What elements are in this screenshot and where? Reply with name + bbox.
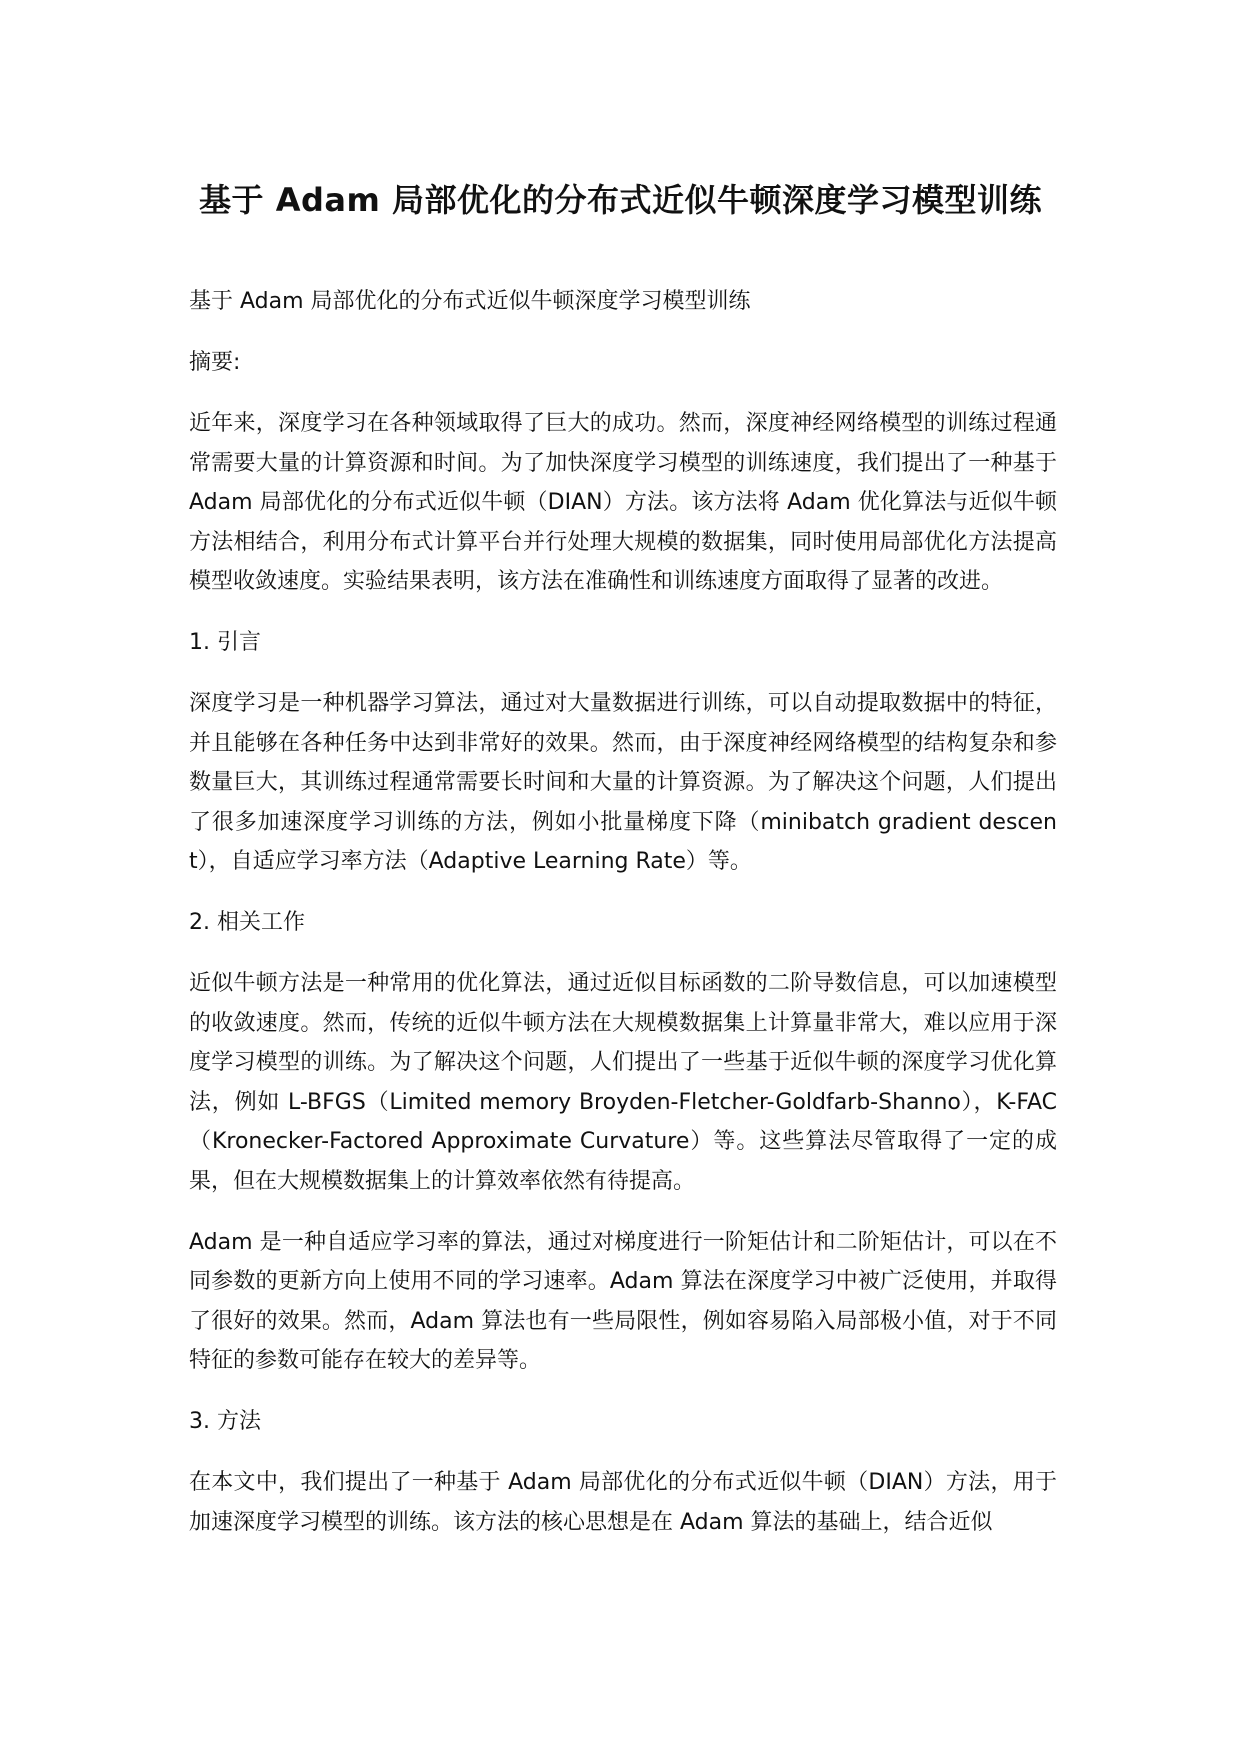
document-body	[189, 282, 1057, 1564]
abstract-paragraph: 近年来，深度学习在各种领域取得了巨大的成功。然而，深度神经网络模型的训练过程通常需要大量的计算资源和时间。为了加快深度学习模型的训练速度，我们提出了一种基于 Adam 局部优化的分布式近似牛顿（DIAN）方法。该方法将 Adam 优化算法与近似牛顿方法相结合，利用分布式计算平台并行处理大规模的数据集，同时使用局部优化方法提高模型收敛速度。实验结果表明，该方法在准确性和训练速度方面取得了显著的改进。	[189, 411, 1057, 594]
section-heading-introduction: 1. 引言	[189, 630, 261, 655]
related-work-paragraph-1: 近似牛顿方法是一种常用的优化算法，通过近似目标函数的二阶导数信息，可以加速模型的收敛速度。然而，传统的近似牛顿方法在大规模数据集上计算量非常大，难以应用于深度学习模型的训练。为了解决这个问题，人们提出了一些基于近似牛顿的深度学习优化算法，例如 L-BFGS（Limited memory Broyden-Fletcher-Goldfarb-Shanno），K-FAC（Kronecker-Factored Approximate Curvature）等。这些算法尽管取得了一定的成果，但在大规模数据集上的计算效率依然有待提高。	[189, 971, 1057, 1194]
abstract-heading: 摘要:	[189, 350, 241, 375]
method-paragraph: 在本文中，我们提出了一种基于 Adam 局部优化的分布式近似牛顿（DIAN）方法，用于加速深度学习模型的训练。该方法的核心思想是在 Adam 算法的基础上，结合近似	[189, 1470, 1057, 1535]
related-work-paragraph-2: Adam 是一种自适应学习率的算法，通过对梯度进行一阶矩估计和二阶矩估计，可以在不同参数的更新方向上使用不同的学习速率。Adam 算法在深度学习中被广泛使用，并取得了很好的效果。然而，Adam 算法也有一些局限性，例如容易陷入局部极小值，对于不同特征的参数可能存在较大的差异等。	[189, 1229, 1057, 1373]
document-title: 基于 Adam 局部优化的分布式近似牛顿深度学习模型训练	[199, 181, 1042, 219]
section-heading-related-work: 2. 相关工作	[189, 910, 305, 935]
paragraph-subtitle: 基于 Adam 局部优化的分布式近似牛顿深度学习模型训练	[189, 289, 751, 314]
introduction-paragraph: 深度学习是一种机器学习算法，通过对大量数据进行训练，可以自动提取数据中的特征，并且能够在各种任务中达到非常好的效果。然而，由于深度神经网络模型的结构复杂和参数量巨大，其训练过程通常需要长时间和大量的计算资源。为了解决这个问题，人们提出了很多加速深度学习训练的方法，例如小批量梯度下降（minibatch gradient descent），自适应学习率方法（Adaptive Learning Rate）等。	[189, 691, 1057, 874]
section-heading-method: 3. 方法	[189, 1409, 261, 1434]
